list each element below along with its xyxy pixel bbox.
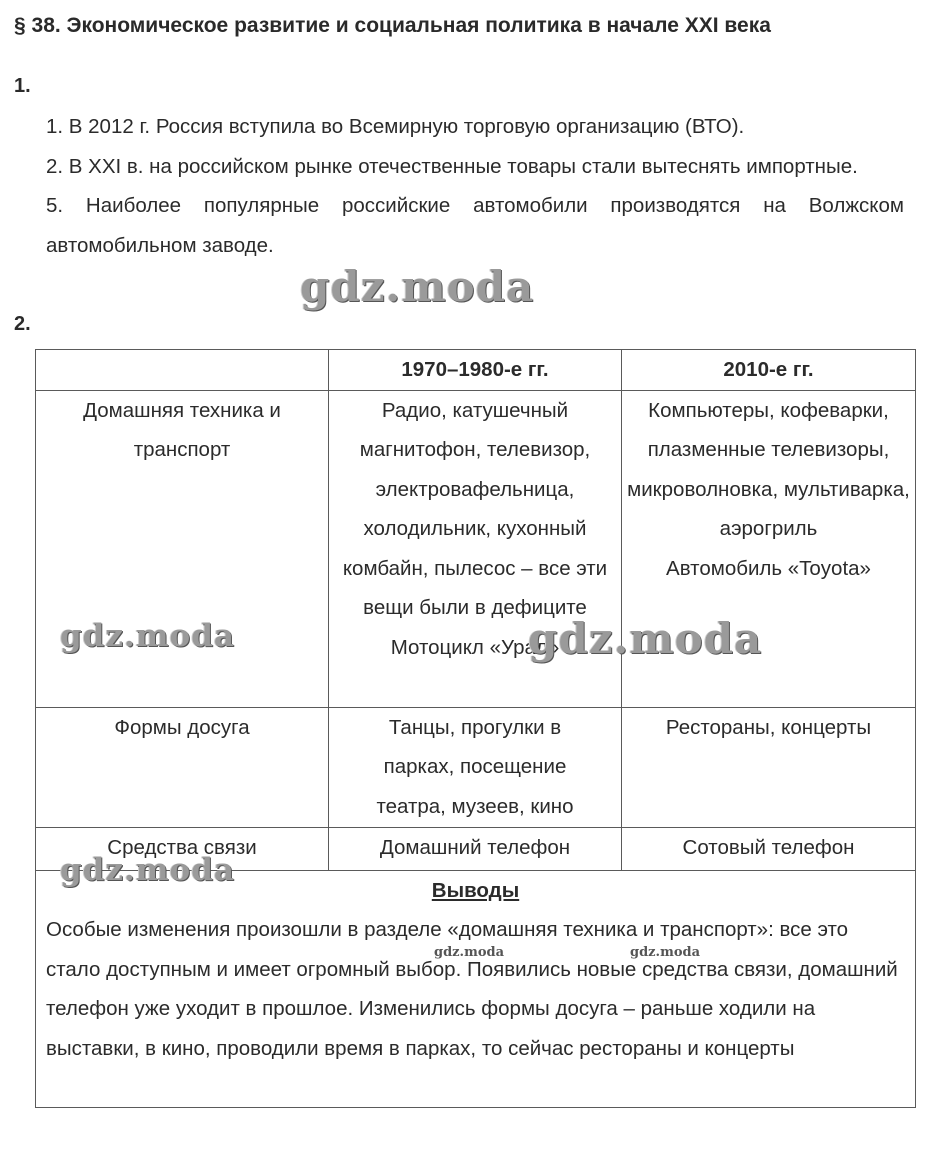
watermark-logo: gdz.moda (60, 618, 235, 654)
watermark-logo: gdz.moda (528, 614, 763, 663)
watermark-logo: gdz.moda (60, 852, 235, 888)
question-1-answers (46, 107, 904, 265)
comparison-table (35, 349, 916, 1108)
conclusion-row (36, 870, 916, 1107)
period2-extra: Автомобиль «Toyota» (666, 556, 871, 580)
watermark-small: gdz.moda (434, 945, 505, 960)
table-row (36, 707, 916, 827)
table-header-cell (36, 350, 329, 391)
watermark-small: gdz.moda (630, 945, 701, 960)
answer-item: 5. Наиболее популярные российские автомобили производятся на Волжском автомобильном заводе. (46, 194, 904, 257)
table-header-cell: 1970–1980-е гг. (329, 350, 622, 391)
question-2-number: 2. (14, 313, 31, 335)
conclusion-text: Особые изменения произошли в разделе «домашняя техника и транспорт»: все это стало доступным и имеет огромный выбор. Появились новые средства связи, домашний телефон уже уходит в прошлое. Изменились формы досуга – раньше ходили на выставки, в кино, проводили время в парках, то сейчас рестораны и концерты (46, 918, 898, 1060)
row-period1 (329, 390, 622, 707)
table-header-row (36, 350, 916, 391)
table-header-cell: 2010-е гг. (622, 350, 916, 391)
row-category: Средства связи (36, 827, 329, 870)
period1-extra: Мотоцикл «Урал» (390, 635, 560, 659)
category-text: Домашняя техника и транспорт (83, 398, 281, 461)
answer-item: 1. В 2012 г. Россия вступила во Всемирную торговую организацию (ВТО). (46, 115, 745, 138)
table-row (36, 827, 916, 870)
watermark-logo: gdz.moda (300, 262, 535, 311)
row-period1: Домашний телефон (329, 827, 622, 870)
row-period2: Рестораны, концерты (622, 707, 916, 827)
conclusion-title: Выводы (431, 878, 520, 902)
page-title: § 38. Экономическое развитие и социальная политика в начале XXI века (14, 14, 771, 37)
conclusion-cell (36, 870, 916, 1107)
table-row (36, 390, 916, 707)
row-category (36, 390, 329, 707)
row-category: Формы досуга (36, 707, 329, 827)
row-period2 (622, 390, 916, 707)
row-period2: Сотовый телефон (622, 827, 916, 870)
question-1-number: 1. (14, 75, 31, 97)
period2-text: Компьютеры, кофеварки, плазменные телевизоры, микроволновка, мультиварка, аэрогриль (627, 398, 910, 540)
period1-text: Радио, катушечный магнитофон, телевизор, электровафельница, холодильник, кухонный комбайн, пылесос – все эти вещи были в дефиците (342, 398, 608, 619)
period1-text: Танцы, прогулки в парках, посещение театра, музеев, кино (376, 715, 574, 818)
answer-item: 2. В XXI в. на российском рынке отечественные товары стали вытеснять импортные. (46, 154, 858, 178)
row-period1 (329, 707, 622, 827)
